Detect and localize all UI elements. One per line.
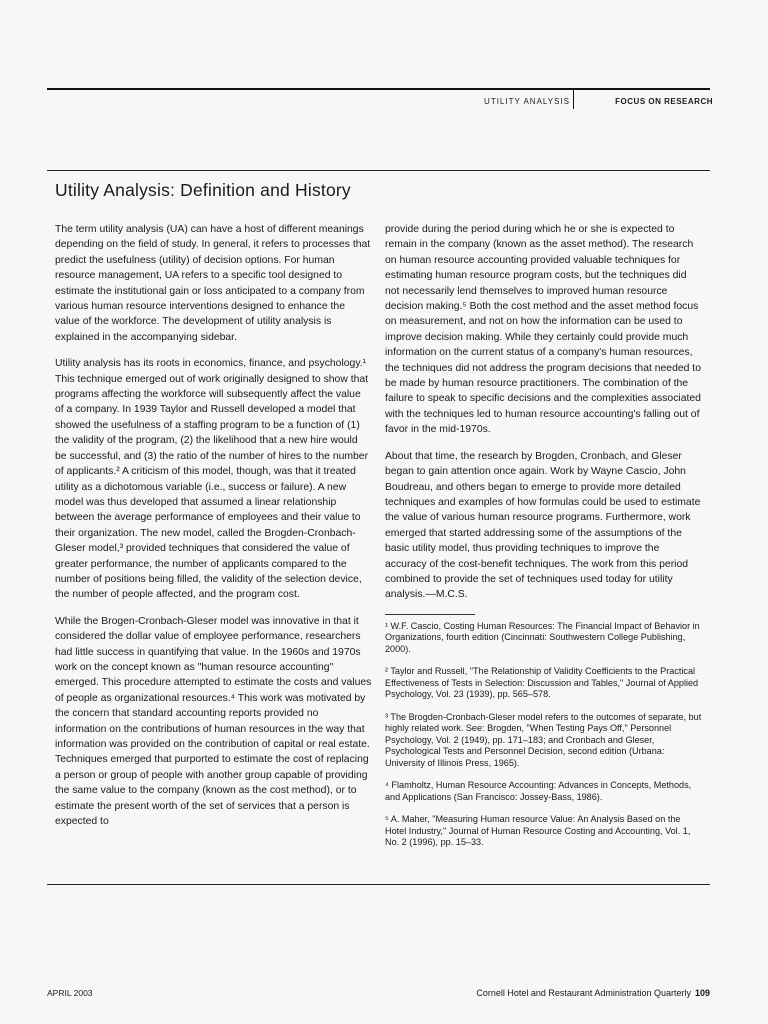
footnote: ² Taylor and Russell, "The Relationship of Validity Coefficients to the Practical Effectiveness of Tests in Selection: Discussion and Tables," Journal of Applied Psychology, Vol. 23 (1939), pp. 565–578. [385, 666, 699, 700]
running-head-section: UTILITY ANALYSIS [484, 97, 570, 106]
journal-name: Cornell Hotel and Restaurant Administration Quarterly [476, 988, 691, 998]
footer-journal [420, 988, 710, 998]
footnote: ¹ W.F. Cascio, Costing Human Resources: The Financial Impact of Behavior in Organizations, fourth edition (Cincinnati: Southwestern College Publishing, 2000). [385, 620, 700, 654]
footnote: ³ The Brogden-Cronbach-Gleser model refers to the outcomes of separate, but highly related work. See: Brogden, "When Testing Pays Off," Personnel Psychology, Vol. 2 (1949), pp. 171–183; and Cronbach and Gleser, Psychological Tests and Personnel Decision, second edition (Urbana: University of Illinois Press, 1965). [385, 711, 702, 768]
footer-date: APRIL 2003 [47, 988, 93, 998]
sidebar-title: Utility Analysis: Definition and History [55, 180, 351, 200]
paragraph: The term utility analysis (UA) can have a host of different meanings depending on the field of study. In general, it refers to processes that predict the usefulness (utility) of decision options. For human resource management, UA refers to a specific tool designed to estimate the institutional gain or loss anticipated to a company from various human resource interventions designed to enhance the value of the workforce. The development of utility analysis is explained in the accompanying sidebar. [55, 224, 371, 343]
running-head-category: FOCUS ON RESEARCH [615, 97, 713, 106]
paragraph: While the Brogen-Cronbach-Gleser model was innovative in that it considered the dollar value of employee performance, researchers had little success in quantifying that value. In the 1960s and 1970s work on the concept known as "human resource accounting" emerged. This procedure attempted to estimate the costs and values of people as organizational resources.⁴ This work was motivated by the concern that standard accounting reports provided no information on the contributions of human resources in the way that information was provided on the contribution of capital or real estate. Techniques emerged that purported to estimate the cost of replacing a person or group of people with another group capable of providing the same value to the company (known as the cost method), or to estimate the present worth of the set of services that a person is expected to [55, 615, 372, 828]
paragraph: Utility analysis has its roots in economics, finance, and psychology.¹ This technique emerged out of work originally designed to show that programs affecting the workforce will subsequently affect the value of a company. In 1939 Taylor and Russell developed a model that showed the usefulness of a staffing program to be a function of (1) the validity of the program, (2) the likelihood that a new hire would be successful, and (3) the ratio of the number of hires to the number of applicants.² A criticism of this model, though, was that it treated utility as a dichotomous variable (i.e., success or failure). A new model was thus developed that assumed a linear relationship between the average performance of employees and their value to their organization. The new model, called the Brogden-Cronbach-Gleser model,³ provided techniques that considered the value of greater performance, the number of applicants compared to the number of positions being filled, the validity of the selection device, the number of people affected, and the program cost. [55, 358, 369, 601]
footnote: ⁵ A. Maher, "Measuring Human resource Value: An Analysis Based on the Hotel Industry," Journal of Human Resource Costing and Accounting, Vol. 1, No. 2 (1996), pp. 15–33. [385, 814, 691, 848]
page-number: 109 [694, 988, 710, 998]
bottom-rule [47, 884, 710, 885]
right-column-text [385, 222, 703, 603]
left-column [55, 222, 372, 840]
paragraph: provide during the period during which he or she is expected to remain in the company (known as the asset method). The research on human resource accounting provided valuable techniques for estimating human resource program costs, but the techniques did not necessarily lend themselves to improved human resource decision making.⁵ Both the cost method and the asset method focus on measurement, and not on how the information can be used to improve decision making. While they certainly could provide much information on the current status of a company's human resources, the techniques did not address the program decisions that needed to be made by human resource practitioners. The combination of the failure to speak to specific decisions and the complexities associated with the techniques led to human resource accounting's falling out of favor in the mid-1970s. [385, 224, 701, 436]
footnote-rule [385, 614, 475, 615]
header-separator [573, 90, 574, 109]
right-column [385, 222, 703, 860]
title-rule [47, 170, 710, 171]
paragraph: About that time, the research by Brogden, Cronbach, and Gleser began to gain attention once again. Work by Wayne Cascio, John Boudreau, and others began to emerge to provide more detailed techniques and examples of how formulas could be used to estimate the value of various human resource programs. Furthermore, work emerged that started addressing some of the assumptions of the basic utility model, thus providing techniques to improve the accuracy of the cost-benefit techniques. The work from this period combined to provide the set of techniques used today for utility analysis.—M.C.S. [385, 450, 701, 601]
footnotes [385, 621, 703, 849]
footnote: ⁴ Flamholtz, Human Resource Accounting: Advances in Concepts, Methods, and Applications (San Francisco: Jossey-Bass, 1986). [385, 780, 692, 802]
header-rule [47, 88, 710, 90]
